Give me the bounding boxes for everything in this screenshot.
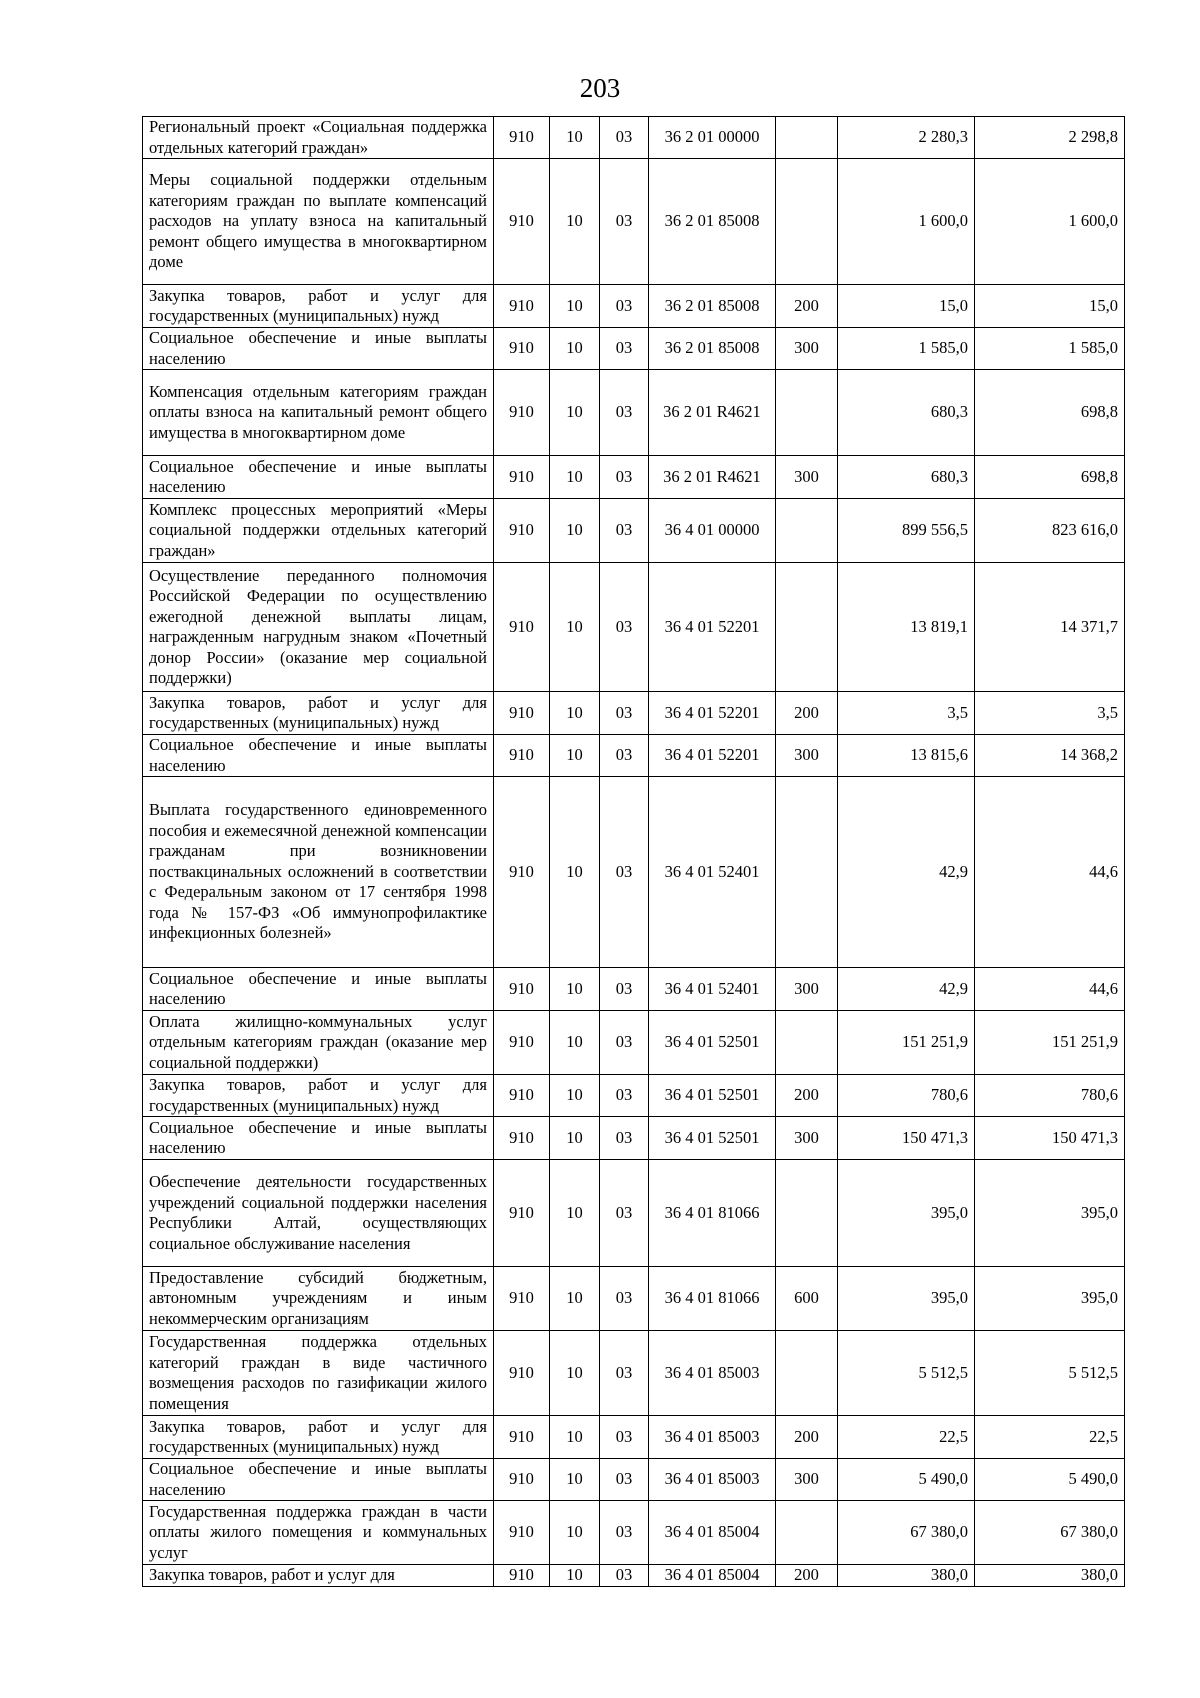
table-row xyxy=(143,159,1125,285)
grbs-cell: 910 xyxy=(494,499,550,563)
table-row xyxy=(143,1160,1125,1267)
section-cell: 10 xyxy=(550,1011,600,1075)
target-article-cell: 36 2 01 R4621 xyxy=(649,456,776,499)
expense-type-cell xyxy=(776,563,838,692)
row-name-cell: Компенсация отдельным категориям граждан оплаты взноса на капитальный ремонт общего имущества в многоквартирном доме xyxy=(143,370,494,456)
section-cell: 10 xyxy=(550,117,600,159)
amount-year1-cell: 680,3 xyxy=(838,456,975,499)
table-body xyxy=(143,117,1125,1587)
subsection-cell: 03 xyxy=(600,1459,649,1501)
section-cell: 10 xyxy=(550,692,600,735)
amount-year2-cell: 395,0 xyxy=(975,1160,1125,1267)
row-name-cell: Закупка товаров, работ и услуг для государственных (муниципальных) нужд xyxy=(143,1075,494,1117)
table-row xyxy=(143,1416,1125,1459)
table-row xyxy=(143,1501,1125,1565)
amount-year2-cell: 44,6 xyxy=(975,777,1125,968)
grbs-cell: 910 xyxy=(494,1501,550,1565)
grbs-cell: 910 xyxy=(494,328,550,370)
amount-year2-cell: 150 471,3 xyxy=(975,1117,1125,1160)
table-row xyxy=(143,1011,1125,1075)
grbs-cell: 910 xyxy=(494,1331,550,1416)
grbs-cell: 910 xyxy=(494,285,550,328)
subsection-cell: 03 xyxy=(600,1501,649,1565)
amount-year1-cell: 2 280,3 xyxy=(838,117,975,159)
grbs-cell: 910 xyxy=(494,1565,550,1587)
subsection-cell: 03 xyxy=(600,692,649,735)
row-name-cell: Государственная поддержка отдельных категорий граждан в виде частичного возмещения расходов по газификации жилого помещения xyxy=(143,1331,494,1416)
row-name-cell: Социальное обеспечение и иные выплаты населению xyxy=(143,1459,494,1501)
expense-type-cell: 200 xyxy=(776,285,838,328)
expense-type-cell xyxy=(776,499,838,563)
section-cell: 10 xyxy=(550,370,600,456)
grbs-cell: 910 xyxy=(494,1267,550,1331)
amount-year1-cell: 42,9 xyxy=(838,777,975,968)
table-row xyxy=(143,735,1125,777)
target-article-cell: 36 4 01 85004 xyxy=(649,1565,776,1587)
target-article-cell: 36 2 01 85008 xyxy=(649,159,776,285)
grbs-cell: 910 xyxy=(494,1075,550,1117)
section-cell: 10 xyxy=(550,1331,600,1416)
expense-type-cell: 200 xyxy=(776,1075,838,1117)
target-article-cell: 36 2 01 85008 xyxy=(649,285,776,328)
row-name-cell: Социальное обеспечение и иные выплаты населению xyxy=(143,1117,494,1160)
amount-year1-cell: 3,5 xyxy=(838,692,975,735)
target-article-cell: 36 4 01 52201 xyxy=(649,735,776,777)
section-cell: 10 xyxy=(550,1501,600,1565)
amount-year2-cell: 823 616,0 xyxy=(975,499,1125,563)
table-row xyxy=(143,777,1125,968)
amount-year2-cell: 1 600,0 xyxy=(975,159,1125,285)
table-row xyxy=(143,1331,1125,1416)
row-name-cell: Предоставление субсидий бюджетным, автономным учреждениям и иным некоммерческим организациям xyxy=(143,1267,494,1331)
table-row xyxy=(143,370,1125,456)
section-cell: 10 xyxy=(550,1075,600,1117)
table-row xyxy=(143,968,1125,1011)
grbs-cell: 910 xyxy=(494,1117,550,1160)
row-name-cell: Выплата государственного единовременного пособия и ежемесячной денежной компенсации гражданам при возникновении поствакцинальных осложнений в соответствии с Федеральным законом от 17 сентября 1998 года № 157-ФЗ «Об иммунопрофилактике инфекционных болезней» xyxy=(143,777,494,968)
subsection-cell: 03 xyxy=(600,1331,649,1416)
amount-year2-cell: 15,0 xyxy=(975,285,1125,328)
grbs-cell: 910 xyxy=(494,370,550,456)
amount-year2-cell: 14 368,2 xyxy=(975,735,1125,777)
subsection-cell: 03 xyxy=(600,563,649,692)
expense-type-cell: 300 xyxy=(776,328,838,370)
subsection-cell: 03 xyxy=(600,968,649,1011)
amount-year2-cell: 698,8 xyxy=(975,370,1125,456)
amount-year2-cell: 151 251,9 xyxy=(975,1011,1125,1075)
target-article-cell: 36 4 01 85004 xyxy=(649,1501,776,1565)
section-cell: 10 xyxy=(550,968,600,1011)
table-row xyxy=(143,117,1125,159)
expense-type-cell xyxy=(776,159,838,285)
target-article-cell: 36 4 01 52201 xyxy=(649,563,776,692)
amount-year2-cell: 22,5 xyxy=(975,1416,1125,1459)
expense-type-cell: 300 xyxy=(776,735,838,777)
table-row xyxy=(143,1565,1125,1587)
amount-year2-cell: 2 298,8 xyxy=(975,117,1125,159)
grbs-cell: 910 xyxy=(494,1011,550,1075)
row-name-cell: Закупка товаров, работ и услуг для государственных (муниципальных) нужд xyxy=(143,692,494,735)
amount-year1-cell: 15,0 xyxy=(838,285,975,328)
subsection-cell: 03 xyxy=(600,777,649,968)
amount-year1-cell: 780,6 xyxy=(838,1075,975,1117)
subsection-cell: 03 xyxy=(600,285,649,328)
subsection-cell: 03 xyxy=(600,456,649,499)
target-article-cell: 36 4 01 00000 xyxy=(649,499,776,563)
expense-type-cell xyxy=(776,1160,838,1267)
amount-year1-cell: 5 490,0 xyxy=(838,1459,975,1501)
target-article-cell: 36 4 01 85003 xyxy=(649,1331,776,1416)
target-article-cell: 36 2 01 85008 xyxy=(649,328,776,370)
subsection-cell: 03 xyxy=(600,1117,649,1160)
table-row xyxy=(143,328,1125,370)
target-article-cell: 36 4 01 85003 xyxy=(649,1416,776,1459)
amount-year1-cell: 22,5 xyxy=(838,1416,975,1459)
target-article-cell: 36 2 01 00000 xyxy=(649,117,776,159)
row-name-cell: Обеспечение деятельности государственных учреждений социальной поддержки населения Республики Алтай, осуществляющих социальное обслуживание населения xyxy=(143,1160,494,1267)
row-name-cell: Закупка товаров, работ и услуг для государственных (муниципальных) нужд xyxy=(143,1416,494,1459)
grbs-cell: 910 xyxy=(494,117,550,159)
subsection-cell: 03 xyxy=(600,328,649,370)
row-name-cell: Оплата жилищно-коммунальных услуг отдельным категориям граждан (оказание мер социальной поддержки) xyxy=(143,1011,494,1075)
expense-type-cell: 300 xyxy=(776,1117,838,1160)
section-cell: 10 xyxy=(550,1160,600,1267)
row-name-cell: Меры социальной поддержки отдельным категориям граждан по выплате компенсаций расходов на уплату взноса на капитальный ремонт общего имущества в многоквартирном доме xyxy=(143,159,494,285)
grbs-cell: 910 xyxy=(494,735,550,777)
grbs-cell: 910 xyxy=(494,1160,550,1267)
subsection-cell: 03 xyxy=(600,117,649,159)
section-cell: 10 xyxy=(550,777,600,968)
amount-year1-cell: 680,3 xyxy=(838,370,975,456)
grbs-cell: 910 xyxy=(494,1416,550,1459)
section-cell: 10 xyxy=(550,499,600,563)
amount-year1-cell: 13 819,1 xyxy=(838,563,975,692)
target-article-cell: 36 4 01 52401 xyxy=(649,777,776,968)
section-cell: 10 xyxy=(550,1416,600,1459)
amount-year2-cell: 3,5 xyxy=(975,692,1125,735)
target-article-cell: 36 2 01 R4621 xyxy=(649,370,776,456)
subsection-cell: 03 xyxy=(600,1011,649,1075)
grbs-cell: 910 xyxy=(494,968,550,1011)
target-article-cell: 36 4 01 52501 xyxy=(649,1117,776,1160)
grbs-cell: 910 xyxy=(494,563,550,692)
amount-year1-cell: 67 380,0 xyxy=(838,1501,975,1565)
expense-type-cell: 600 xyxy=(776,1267,838,1331)
row-name-cell: Комплекс процессных мероприятий «Меры социальной поддержки отдельных категорий граждан» xyxy=(143,499,494,563)
amount-year2-cell: 698,8 xyxy=(975,456,1125,499)
target-article-cell: 36 4 01 52501 xyxy=(649,1075,776,1117)
subsection-cell: 03 xyxy=(600,370,649,456)
amount-year1-cell: 395,0 xyxy=(838,1267,975,1331)
section-cell: 10 xyxy=(550,285,600,328)
amount-year1-cell: 395,0 xyxy=(838,1160,975,1267)
section-cell: 10 xyxy=(550,1117,600,1160)
grbs-cell: 910 xyxy=(494,1459,550,1501)
expense-type-cell: 300 xyxy=(776,456,838,499)
section-cell: 10 xyxy=(550,159,600,285)
expense-type-cell: 200 xyxy=(776,692,838,735)
target-article-cell: 36 4 01 52501 xyxy=(649,1011,776,1075)
amount-year1-cell: 380,0 xyxy=(838,1565,975,1587)
expense-type-cell: 300 xyxy=(776,968,838,1011)
row-name-cell: Социальное обеспечение и иные выплаты населению xyxy=(143,735,494,777)
amount-year2-cell: 44,6 xyxy=(975,968,1125,1011)
subsection-cell: 03 xyxy=(600,159,649,285)
row-name-cell: Закупка товаров, работ и услуг для государственных (муниципальных) нужд xyxy=(143,285,494,328)
section-cell: 10 xyxy=(550,1459,600,1501)
subsection-cell: 03 xyxy=(600,499,649,563)
amount-year1-cell: 151 251,9 xyxy=(838,1011,975,1075)
row-name-cell: Социальное обеспечение и иные выплаты населению xyxy=(143,968,494,1011)
table-row xyxy=(143,1075,1125,1117)
table-row xyxy=(143,285,1125,328)
amount-year1-cell: 1 585,0 xyxy=(838,328,975,370)
amount-year1-cell: 899 556,5 xyxy=(838,499,975,563)
section-cell: 10 xyxy=(550,735,600,777)
row-name-cell: Осуществление переданного полномочия Российской Федерации по осуществлению ежегодной денежной выплаты лицам, награжденным нагрудным знаком «Почетный донор России» (оказание мер социальной поддержки) xyxy=(143,563,494,692)
amount-year2-cell: 5 512,5 xyxy=(975,1331,1125,1416)
target-article-cell: 36 4 01 52401 xyxy=(649,968,776,1011)
row-name-cell: Социальное обеспечение и иные выплаты населению xyxy=(143,456,494,499)
subsection-cell: 03 xyxy=(600,1267,649,1331)
subsection-cell: 03 xyxy=(600,735,649,777)
table-row xyxy=(143,692,1125,735)
table-row xyxy=(143,456,1125,499)
amount-year1-cell: 5 512,5 xyxy=(838,1331,975,1416)
amount-year1-cell: 13 815,6 xyxy=(838,735,975,777)
table-row xyxy=(143,1117,1125,1160)
table-row xyxy=(143,1267,1125,1331)
table-row xyxy=(143,499,1125,563)
target-article-cell: 36 4 01 81066 xyxy=(649,1267,776,1331)
section-cell: 10 xyxy=(550,563,600,692)
expense-type-cell xyxy=(776,1331,838,1416)
expense-type-cell xyxy=(776,370,838,456)
row-name-cell: Социальное обеспечение и иные выплаты населению xyxy=(143,328,494,370)
row-name-cell: Государственная поддержка граждан в части оплаты жилого помещения и коммунальных услуг xyxy=(143,1501,494,1565)
page-number: 203 xyxy=(579,73,621,103)
section-cell: 10 xyxy=(550,328,600,370)
amount-year1-cell: 1 600,0 xyxy=(838,159,975,285)
amount-year1-cell: 42,9 xyxy=(838,968,975,1011)
table-row xyxy=(143,1459,1125,1501)
expense-type-cell: 200 xyxy=(776,1416,838,1459)
expense-type-cell: 300 xyxy=(776,1459,838,1501)
subsection-cell: 03 xyxy=(600,1565,649,1587)
grbs-cell: 910 xyxy=(494,692,550,735)
amount-year2-cell: 395,0 xyxy=(975,1267,1125,1331)
amount-year1-cell: 150 471,3 xyxy=(838,1117,975,1160)
subsection-cell: 03 xyxy=(600,1075,649,1117)
table-row xyxy=(143,563,1125,692)
target-article-cell: 36 4 01 81066 xyxy=(649,1160,776,1267)
amount-year2-cell: 1 585,0 xyxy=(975,328,1125,370)
expense-type-cell xyxy=(776,1011,838,1075)
grbs-cell: 910 xyxy=(494,456,550,499)
grbs-cell: 910 xyxy=(494,777,550,968)
amount-year2-cell: 780,6 xyxy=(975,1075,1125,1117)
target-article-cell: 36 4 01 85003 xyxy=(649,1459,776,1501)
subsection-cell: 03 xyxy=(600,1160,649,1267)
section-cell: 10 xyxy=(550,1267,600,1331)
row-name-cell: Закупка товаров, работ и услуг для xyxy=(143,1565,494,1587)
amount-year2-cell: 67 380,0 xyxy=(975,1501,1125,1565)
amount-year2-cell: 380,0 xyxy=(975,1565,1125,1587)
amount-year2-cell: 14 371,7 xyxy=(975,563,1125,692)
expense-type-cell xyxy=(776,777,838,968)
section-cell: 10 xyxy=(550,1565,600,1587)
row-name-cell: Региональный проект «Социальная поддержка отдельных категорий граждан» xyxy=(143,117,494,159)
target-article-cell: 36 4 01 52201 xyxy=(649,692,776,735)
expense-type-cell xyxy=(776,117,838,159)
section-cell: 10 xyxy=(550,456,600,499)
subsection-cell: 03 xyxy=(600,1416,649,1459)
expense-type-cell xyxy=(776,1501,838,1565)
amount-year2-cell: 5 490,0 xyxy=(975,1459,1125,1501)
grbs-cell: 910 xyxy=(494,159,550,285)
expense-type-cell: 200 xyxy=(776,1565,838,1587)
budget-table xyxy=(142,116,1125,1587)
